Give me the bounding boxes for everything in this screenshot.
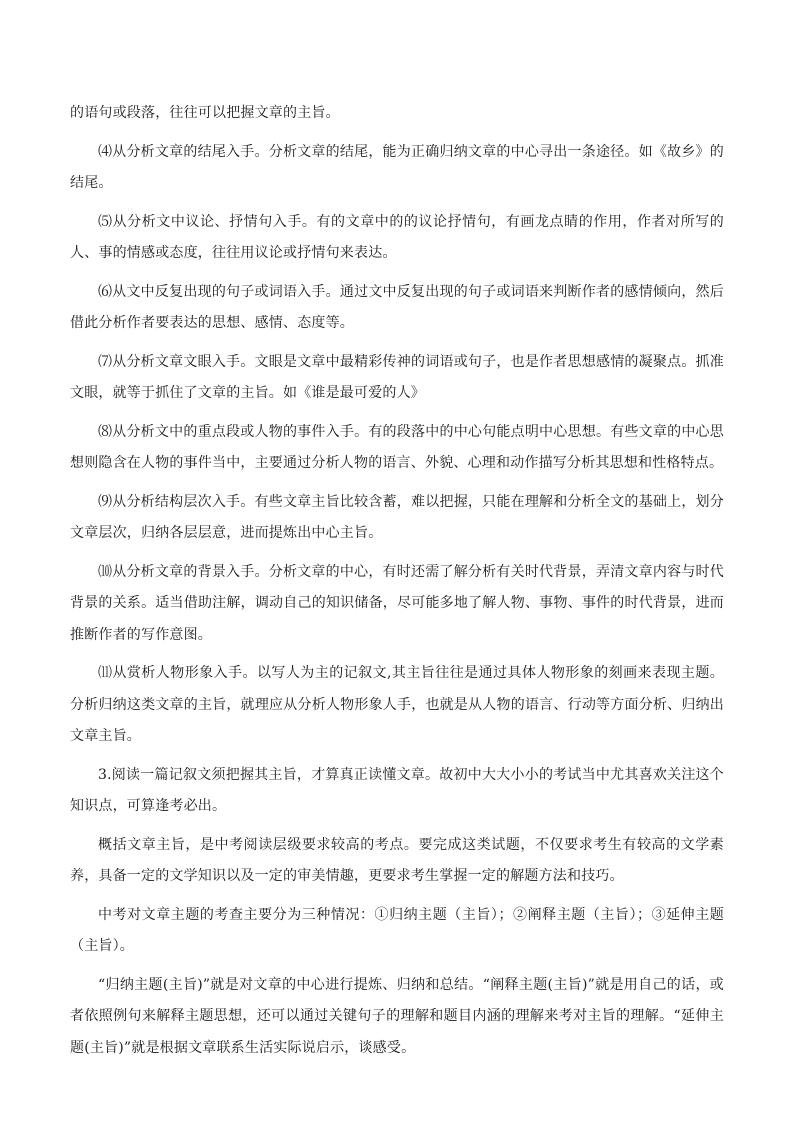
paragraph-section-3: 3.阅读一篇记叙文须把握其主旨，才算真正读懂文章。故初中大大小小的考试当中尤其喜欢关注这个知识点，可算逢考必出。 (70, 766, 724, 814)
paragraph-point-5: ⑸从分析文中议论、抒情句入手。有的文章中的的议论抒情句，有画龙点睛的作用，作者对所写的人、事的情感或态度，往往用议论或抒情句来表达。 (70, 213, 724, 261)
paragraph-point-10: ⑽从分析文章的背景入手。分析文章的中心，有时还需了解分析有关时代背景，弄清文章内容与时代背景的关系。适当借助注解，调动自己的知识储备，尽可能多地了解人物、事物、事件的时代背景，进而推断作者的写作意图。 (70, 563, 724, 643)
paragraph-point-7: ⑺从分析文章文眼入手。文眼是文章中最精彩传神的词语或句子，也是作者思想感情的凝聚点。抓准文眼，就等于抓住了文章的主旨。如《谁是最可爱的人》 (70, 353, 724, 401)
paragraph-continuation: 的语句或段落，往往可以把握文章的主旨。 (70, 105, 340, 121)
paragraph-definitions: “归纳主题(主旨)”就是对文章的中心进行提炼、归纳和总结。“阐释主题(主旨)”就是用自己的话，或者依照例句来解释主题思想，还可以通过关键句子的理解和题目内涵的理解来考对主旨的理解。“延伸主题(主旨)”就是根据文章联系生活实际说启示，谈感受。 (70, 976, 724, 1056)
paragraph-point-11: ⑾从赏析人物形象入手。以写人为主的记叙文,其主旨往往是通过具体人物形象的刻画来表现主题。分析归纳这类文章的主旨，就理应从分析人物形象人手，也就是从人物的语言、行动等方面分析、归纳出文章主旨。 (70, 665, 724, 744)
paragraph-point-6: ⑹从文中反复出现的句子或词语入手。通过文中反复出现的句子或词语来判断作者的感情倾向，然后借此分析作者要表达的思想、感情、态度等。 (70, 283, 724, 331)
paragraph-point-4: ⑷从分析文章的结尾入手。分析文章的结尾，能为正确归纳文章的中心寻出一条途径。如《故乡》的结尾。 (70, 143, 724, 191)
paragraph-point-8: ⑻从分析文中的重点段或人物的事件入手。有的段落中的中心句能点明中心思想。有些文章的中心思想则隐含在人物的事件当中，主要通过分析人物的语言、外貌、心理和动作描写分析其思想和性格特点。 (70, 423, 724, 471)
paragraph-point-9: ⑼从分析结构层次入手。有些文章主旨比较含蓄，难以把握，只能在理解和分析全文的基础上，划分文章层次，归纳各层层意，进而提炼出中心主旨。 (70, 493, 724, 541)
document-body (70, 98, 724, 1071)
paragraph-exam-types: 中考对文章主题的考查主要分为三种情况：①归纳主题（主旨）；②阐释主题（主旨）；③延伸主题（主旨）。 (70, 906, 724, 954)
paragraph-summary: 概括文章主旨，是中考阅读层级要求较高的考点。要完成这类试题，不仅要求考生有较高的文学素养，具备一定的文学知识以及一定的审美情趣，更要求考生掌握一定的解题方法和技巧。 (70, 836, 724, 884)
